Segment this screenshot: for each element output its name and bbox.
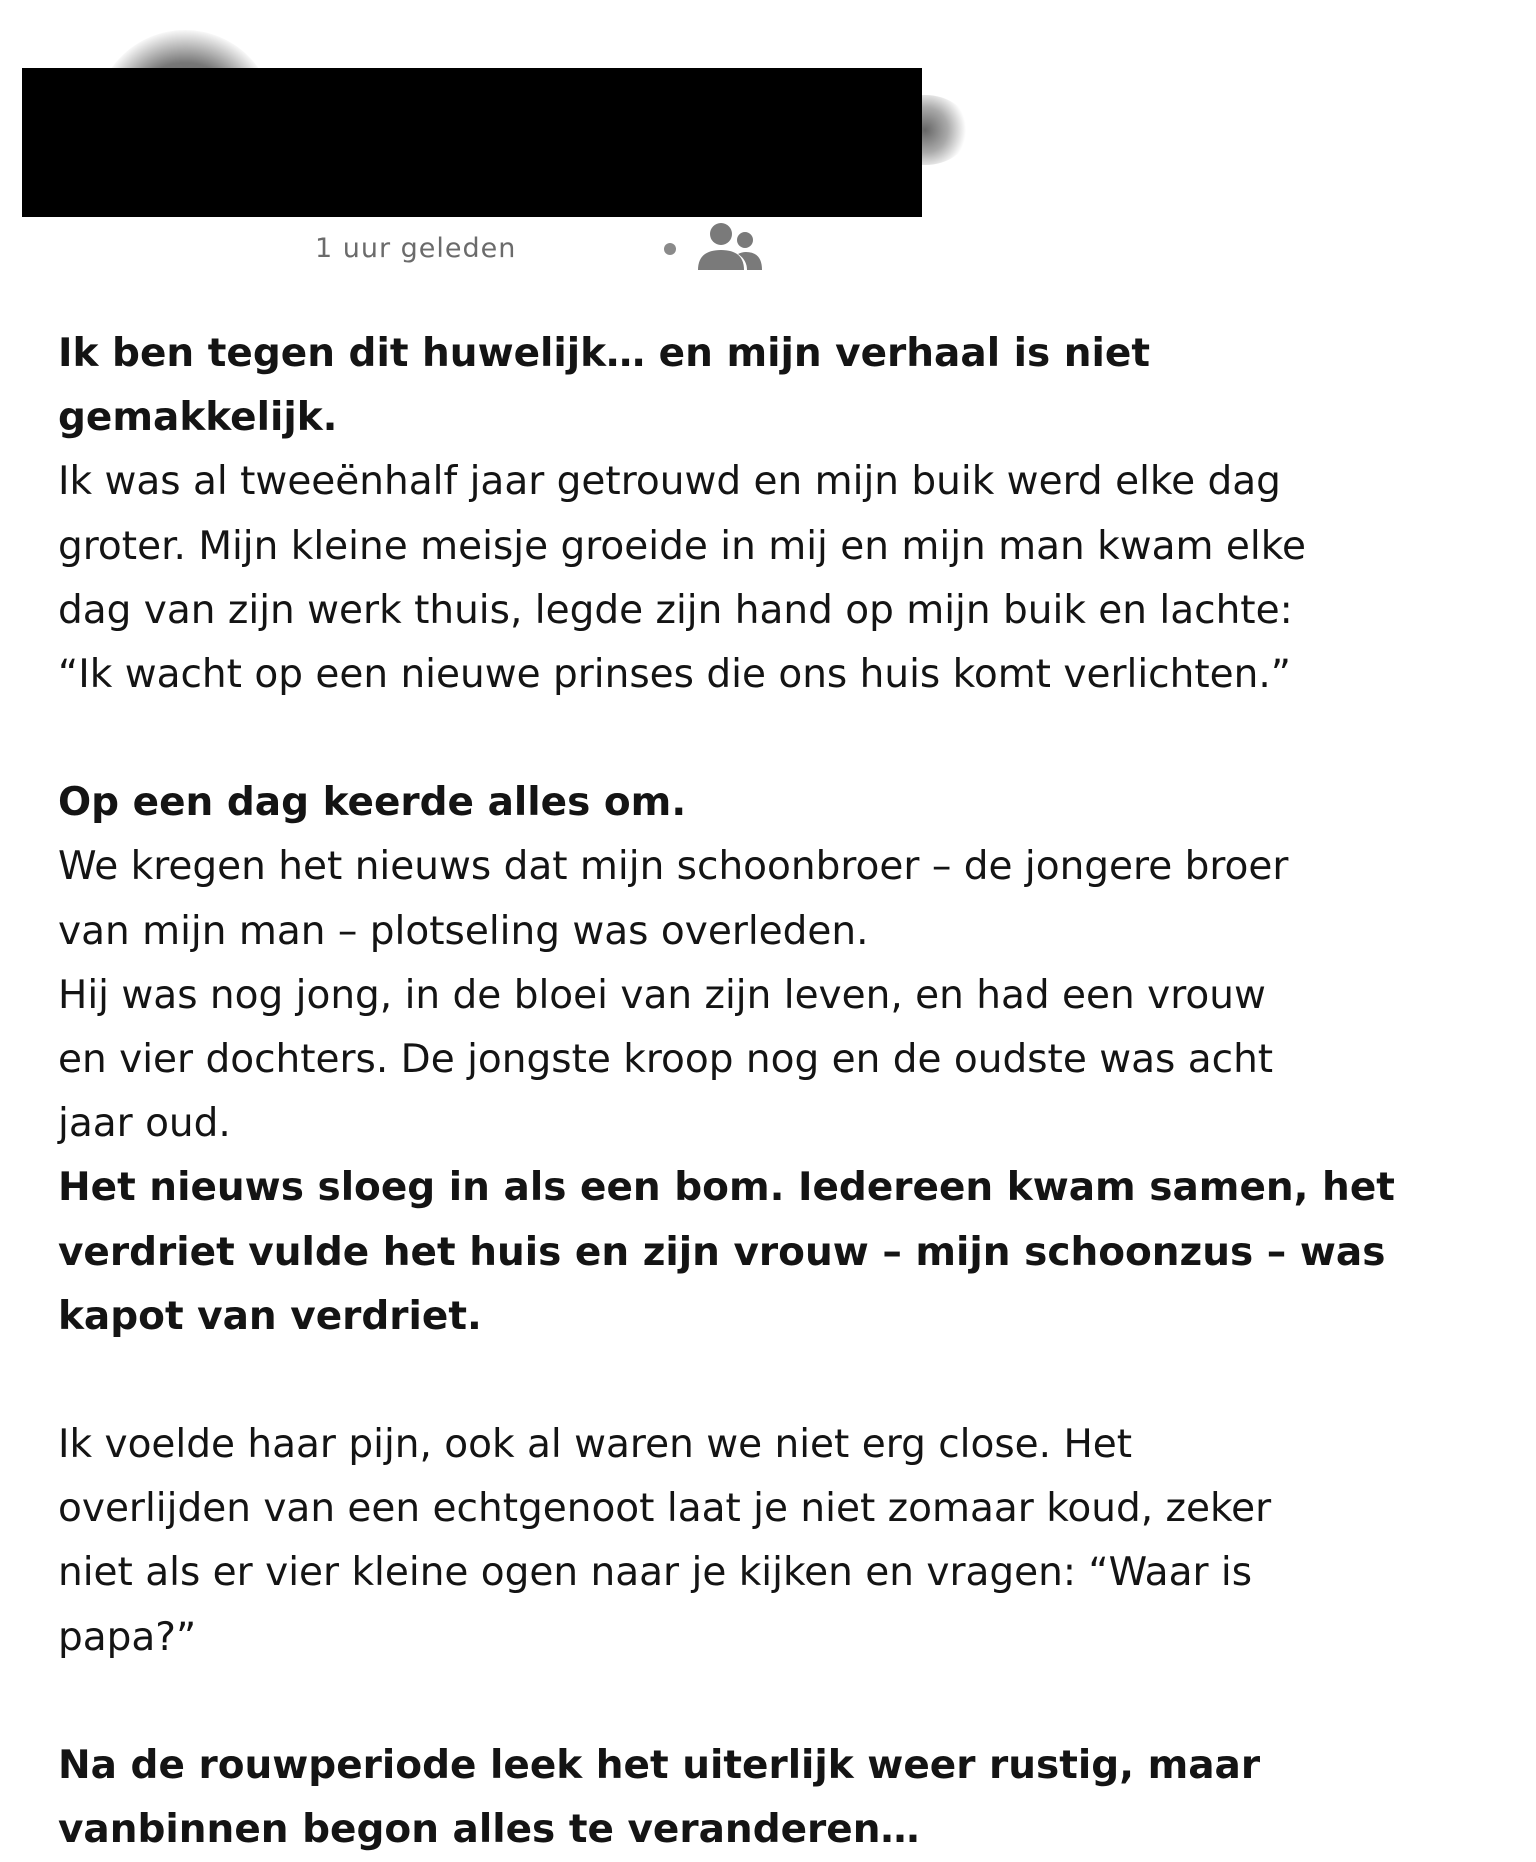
paragraph-4 <box>58 835 1508 1156</box>
paragraph-2 <box>58 450 1508 707</box>
text-line: Hij was nog jong, in de bloei van zijn leven, en had een vrouw <box>58 972 1266 1018</box>
text-line: papa?” <box>58 1614 197 1660</box>
post-meta <box>315 228 516 268</box>
post-timestamp[interactable]: 1 uur geleden <box>315 232 517 264</box>
separator-dot <box>664 243 676 255</box>
text-line: Ik ben tegen dit huwelijk… en mijn verhaal is niet <box>58 331 1151 376</box>
paragraph-5 <box>58 1156 1508 1349</box>
paragraph-gap <box>58 1349 1508 1413</box>
text-line: We kregen het nieuws dat mijn schoonbroer – de jongere broer <box>58 844 1289 890</box>
text-line: “Ik wacht op een nieuwe prinses die ons huis komt verlichten.” <box>58 652 1291 698</box>
text-line: jaar oud. <box>58 1101 231 1147</box>
post-header <box>0 0 1536 300</box>
text-line: vanbinnen begon alles te veranderen… <box>58 1807 920 1853</box>
name-redaction <box>22 68 922 217</box>
text-line: verdriet vulde het huis en zijn vrouw – mijn schoonzus – was <box>58 1229 1386 1275</box>
paragraph-gap <box>58 1670 1508 1734</box>
text-line: Na de rouwperiode leek het uiterlijk weer rustig, maar <box>58 1742 1261 1788</box>
friends-icon[interactable] <box>694 220 766 280</box>
text-line: gemakkelijk. <box>58 395 338 441</box>
text-line: Het nieuws sloeg in als een bom. Iedereen kwam samen, het <box>58 1165 1395 1211</box>
text-line: niet als er vier kleine ogen naar je kijken en vragen: “Waar is <box>58 1550 1253 1596</box>
paragraph-gap <box>58 707 1508 771</box>
text-line: Op een dag keerde alles om. <box>58 780 687 826</box>
paragraph-6 <box>58 1413 1508 1670</box>
text-line: en vier dochters. De jongste kroop nog en de oudste was acht <box>58 1037 1274 1083</box>
text-line: groter. Mijn kleine meisje groeide in mij en mijn man kwam elke <box>58 523 1306 569</box>
paragraph-1 <box>58 322 1508 450</box>
text-line: dag van zijn werk thuis, legde zijn hand op mijn buik en lachte: <box>58 587 1293 633</box>
text-line: Ik was al tweeënhalf jaar getrouwd en mijn buik werd elke dag <box>58 459 1281 505</box>
paragraph-3 <box>58 771 1508 835</box>
text-line: van mijn man – plotseling was overleden. <box>58 908 869 954</box>
text-line: kapot van verdriet. <box>58 1293 482 1339</box>
text-line: Ik voelde haar pijn, ook al waren we niet erg close. Het <box>58 1422 1133 1468</box>
post-body <box>58 322 1508 1862</box>
text-line: overlijden van een echtgenoot laat je niet zomaar koud, zeker <box>58 1486 1272 1532</box>
paragraph-7 <box>58 1734 1508 1862</box>
